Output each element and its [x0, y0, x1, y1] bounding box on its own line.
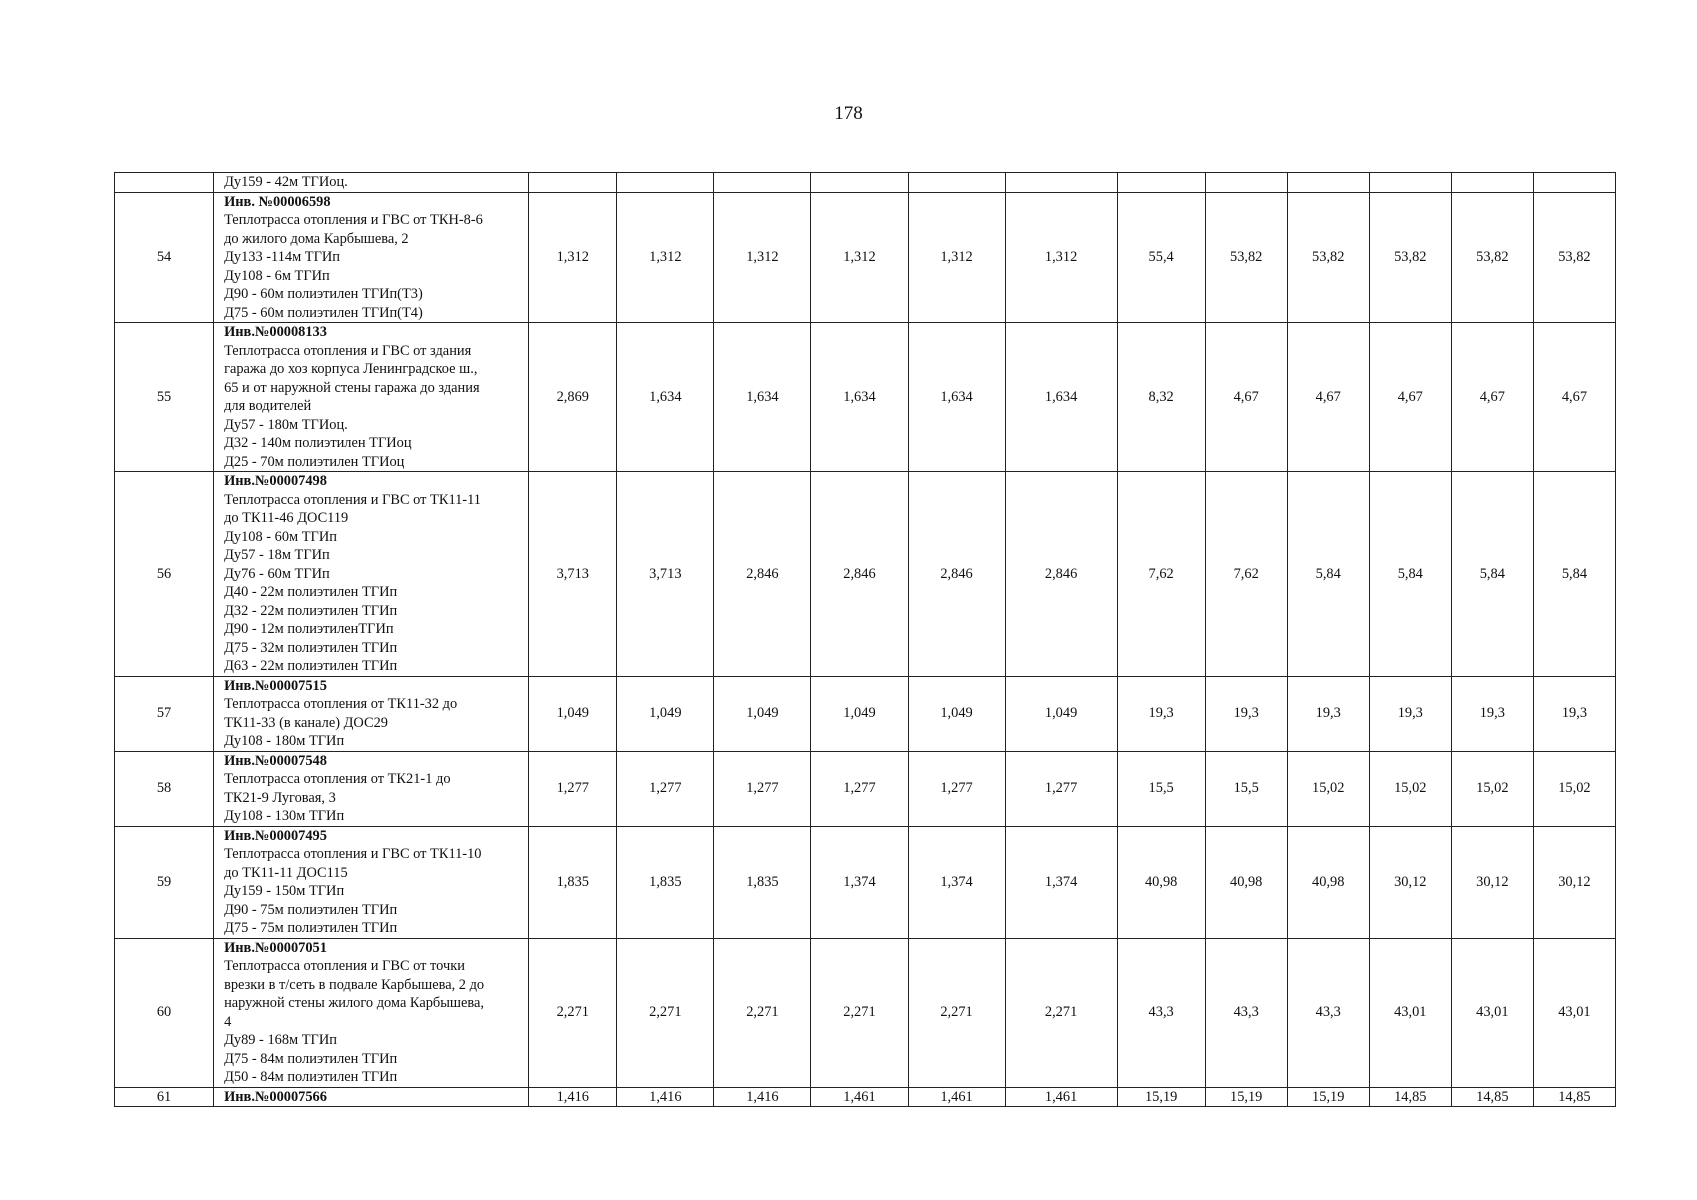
inventory-number: Инв.№00007566 — [224, 1088, 327, 1105]
description-cell — [214, 676, 529, 751]
description-cell — [214, 192, 529, 323]
value-cell: 5,84 — [1287, 472, 1369, 677]
value-cell: 1,461 — [908, 1087, 1005, 1107]
value-cell: 15,5 — [1205, 751, 1287, 826]
value-cell — [714, 173, 811, 193]
description-line: 4 — [224, 1013, 232, 1030]
value-cell — [1369, 173, 1451, 193]
value-cell: 30,12 — [1451, 826, 1533, 938]
value-cell — [908, 173, 1005, 193]
description-line: Д90 - 75м полиэтилен ТГИп — [224, 901, 398, 918]
value-cell: 1,049 — [617, 676, 714, 751]
description-line: Д90 - 12м полиэтиленТГИп — [224, 621, 394, 637]
value-cell: 43,3 — [1287, 938, 1369, 1087]
table-row — [115, 472, 1616, 677]
description-line: Д32 - 140м полиэтилен ТГИоц — [224, 435, 412, 451]
value-cell: 53,82 — [1205, 192, 1287, 323]
description-line: Теплотрасса отопления и ГВС от ТКН-8-6 — [224, 212, 483, 228]
value-cell: 15,02 — [1533, 751, 1615, 826]
row-number-cell: 60 — [115, 938, 214, 1087]
value-cell: 43,01 — [1451, 938, 1533, 1087]
value-cell: 15,02 — [1369, 751, 1451, 826]
row-number-cell: 54 — [115, 192, 214, 323]
value-cell: 1,461 — [811, 1087, 908, 1107]
value-cell: 3,713 — [617, 472, 714, 677]
value-cell: 2,846 — [908, 472, 1005, 677]
row-number-cell: 59 — [115, 826, 214, 938]
value-cell: 1,312 — [529, 192, 617, 323]
value-cell: 40,98 — [1287, 826, 1369, 938]
description-line: ТК21-9 Луговая, 3 — [224, 789, 336, 806]
value-cell: 4,67 — [1287, 323, 1369, 472]
description-line: Ду133 -114м ТГИп — [224, 249, 341, 265]
value-cell: 2,846 — [811, 472, 908, 677]
description-line: Теплотрасса отопления и ГВС от точки — [224, 958, 465, 974]
value-cell: 14,85 — [1451, 1087, 1533, 1107]
value-cell: 2,869 — [529, 323, 617, 472]
value-cell: 1,277 — [714, 751, 811, 826]
description-cell — [214, 472, 529, 677]
description-line: до жилого дома Карбышева, 2 — [224, 230, 409, 247]
table-row — [115, 751, 1616, 826]
value-cell: 19,3 — [1287, 676, 1369, 751]
row-number-cell: 61 — [115, 1087, 214, 1107]
value-cell: 1,277 — [529, 751, 617, 826]
value-cell: 1,416 — [529, 1087, 617, 1107]
description-cell — [214, 173, 529, 193]
value-cell: 43,3 — [1117, 938, 1205, 1087]
value-cell: 1,312 — [811, 192, 908, 323]
value-cell: 1,277 — [811, 751, 908, 826]
inventory-number: Инв. №00006598 — [224, 193, 331, 210]
description-line: Д63 - 22м полиэтилен ТГИп — [224, 658, 398, 674]
row-number-cell: 57 — [115, 676, 214, 751]
value-cell: 30,12 — [1369, 826, 1451, 938]
inventory-number: Инв.№00007548 — [224, 752, 327, 769]
description-line: Теплотрасса отопления и ГВС от здания — [224, 342, 472, 359]
description-line: для водителей — [224, 398, 312, 414]
value-cell: 15,19 — [1287, 1087, 1369, 1107]
value-cell: 5,84 — [1451, 472, 1533, 677]
value-cell: 53,82 — [1451, 192, 1533, 323]
value-cell: 2,846 — [1005, 472, 1117, 677]
value-cell: 2,271 — [617, 938, 714, 1087]
value-cell: 40,98 — [1205, 826, 1287, 938]
value-cell — [617, 173, 714, 193]
value-cell: 1,049 — [908, 676, 1005, 751]
value-cell: 1,461 — [1005, 1087, 1117, 1107]
value-cell: 19,3 — [1369, 676, 1451, 751]
value-cell: 1,374 — [811, 826, 908, 938]
row-number-cell — [115, 173, 214, 193]
description-cell — [214, 751, 529, 826]
value-cell: 1,049 — [811, 676, 908, 751]
value-cell: 1,277 — [617, 751, 714, 826]
table-row — [115, 173, 1616, 193]
value-cell: 43,3 — [1205, 938, 1287, 1087]
value-cell: 2,846 — [714, 472, 811, 677]
value-cell: 43,01 — [1369, 938, 1451, 1087]
value-cell: 1,049 — [1005, 676, 1117, 751]
value-cell: 1,835 — [617, 826, 714, 938]
value-cell: 1,049 — [714, 676, 811, 751]
description-line: Д50 - 84м полиэтилен ТГИп — [224, 1069, 398, 1085]
description-line: Д25 - 70м полиэтилен ТГИоц — [224, 453, 405, 470]
value-cell: 1,634 — [811, 323, 908, 472]
description-line: Теплотрасса отопления и ГВС от ТК11-10 — [224, 846, 482, 862]
value-cell — [1533, 173, 1615, 193]
page-number-text: 178 — [834, 103, 863, 124]
page-number — [0, 103, 1697, 125]
value-cell: 1,312 — [908, 192, 1005, 323]
value-cell: 1,835 — [529, 826, 617, 938]
description-line: Ду108 - 6м ТГИп — [224, 267, 330, 284]
value-cell: 7,62 — [1205, 472, 1287, 677]
table-row — [115, 676, 1616, 751]
value-cell — [1117, 173, 1205, 193]
value-cell: 4,67 — [1451, 323, 1533, 472]
inventory-number: Инв.№00007051 — [224, 939, 327, 956]
description-line: 65 и от наружной стены гаража до здания — [224, 379, 480, 396]
table-row — [115, 323, 1616, 472]
value-cell: 19,3 — [1205, 676, 1287, 751]
value-cell: 43,01 — [1533, 938, 1615, 1087]
value-cell: 14,85 — [1533, 1087, 1615, 1107]
description-line: Ду159 - 150м ТГИп — [224, 883, 345, 899]
table-row — [115, 938, 1616, 1087]
description-line: Теплотрасса отопления от ТК21-1 до — [224, 771, 451, 787]
description-line: наружной стены жилого дома Карбышева, — [224, 995, 484, 1011]
description-line: Теплотрасса отопления и ГВС от ТК11-11 — [224, 491, 481, 508]
value-cell: 7,62 — [1117, 472, 1205, 677]
value-cell: 40,98 — [1117, 826, 1205, 938]
value-cell — [1205, 173, 1287, 193]
description-cell — [214, 938, 529, 1087]
value-cell — [1005, 173, 1117, 193]
value-cell: 15,5 — [1117, 751, 1205, 826]
value-cell: 1,634 — [714, 323, 811, 472]
value-cell: 2,271 — [529, 938, 617, 1087]
heat-network-table — [114, 172, 1616, 1107]
value-cell: 1,374 — [908, 826, 1005, 938]
inventory-number: Инв.№00007515 — [224, 677, 327, 694]
value-cell: 1,374 — [1005, 826, 1117, 938]
value-cell: 1,277 — [908, 751, 1005, 826]
value-cell: 2,271 — [908, 938, 1005, 1087]
value-cell — [811, 173, 908, 193]
value-cell: 1,634 — [617, 323, 714, 472]
value-cell: 1,049 — [529, 676, 617, 751]
value-cell — [529, 173, 617, 193]
value-cell: 53,82 — [1533, 192, 1615, 323]
value-cell: 15,19 — [1205, 1087, 1287, 1107]
value-cell: 4,67 — [1205, 323, 1287, 472]
value-cell: 1,312 — [617, 192, 714, 323]
description-line: Ду76 - 60м ТГИп — [224, 565, 330, 582]
value-cell: 14,85 — [1369, 1087, 1451, 1107]
value-cell: 55,4 — [1117, 192, 1205, 323]
value-cell: 3,713 — [529, 472, 617, 677]
value-cell: 1,634 — [908, 323, 1005, 472]
value-cell: 8,32 — [1117, 323, 1205, 472]
value-cell: 1,277 — [1005, 751, 1117, 826]
value-cell — [1287, 173, 1369, 193]
table-row — [115, 1087, 1616, 1107]
description-line: Ду108 - 130м ТГИп — [224, 808, 345, 824]
value-cell: 1,634 — [1005, 323, 1117, 472]
description-line: Д75 - 60м полиэтилен ТГИп(Т4) — [224, 304, 423, 321]
row-number-cell: 58 — [115, 751, 214, 826]
description-line: ТК11-33 (в канале) ДОС29 — [224, 714, 388, 731]
value-cell: 1,312 — [714, 192, 811, 323]
row-number-cell: 55 — [115, 323, 214, 472]
value-cell: 15,19 — [1117, 1087, 1205, 1107]
row-number-cell: 56 — [115, 472, 214, 677]
description-line: Д32 - 22м полиэтилен ТГИп — [224, 602, 398, 619]
description-cell — [214, 1087, 529, 1107]
value-cell: 2,271 — [714, 938, 811, 1087]
inventory-number: Инв.№00007498 — [224, 473, 327, 489]
description-line: Ду89 - 168м ТГИп — [224, 1032, 337, 1048]
value-cell: 53,82 — [1369, 192, 1451, 323]
description-cell — [214, 826, 529, 938]
value-cell: 19,3 — [1117, 676, 1205, 751]
description-line: Д40 - 22м полиэтилен ТГИп — [224, 584, 398, 600]
description-cell — [214, 323, 529, 472]
value-cell: 5,84 — [1369, 472, 1451, 677]
value-cell: 2,271 — [1005, 938, 1117, 1087]
table-row — [115, 826, 1616, 938]
description-line: Д90 - 60м полиэтилен ТГИп(Т3) — [224, 286, 423, 302]
description-line: Д75 - 32м полиэтилен ТГИп — [224, 639, 398, 656]
value-cell — [1451, 173, 1533, 193]
value-cell: 4,67 — [1533, 323, 1615, 472]
description-line: Д75 - 75м полиэтилен ТГИп — [224, 920, 398, 936]
value-cell: 4,67 — [1369, 323, 1451, 472]
description-line: Ду57 - 180м ТГИоц. — [224, 416, 348, 433]
description-line: до ТК11-11 ДОС115 — [224, 864, 348, 881]
inventory-number: Инв.№00007495 — [224, 827, 327, 844]
table-body — [115, 173, 1616, 1107]
value-cell: 5,84 — [1533, 472, 1615, 677]
value-cell: 1,416 — [617, 1087, 714, 1107]
value-cell: 2,271 — [811, 938, 908, 1087]
value-cell: 15,02 — [1287, 751, 1369, 826]
value-cell: 15,02 — [1451, 751, 1533, 826]
table-row — [115, 192, 1616, 323]
description-line: до ТК11-46 ДОС119 — [224, 510, 349, 526]
description-line: Ду108 - 180м ТГИп — [224, 733, 345, 749]
value-cell: 53,82 — [1287, 192, 1369, 323]
description-line: гаража до хоз корпуса Ленинградское ш., — [224, 361, 478, 377]
value-cell: 30,12 — [1533, 826, 1615, 938]
value-cell: 19,3 — [1533, 676, 1615, 751]
value-cell: 19,3 — [1451, 676, 1533, 751]
value-cell: 1,416 — [714, 1087, 811, 1107]
inventory-number: Инв.№00008133 — [224, 324, 327, 340]
description-line: Ду57 - 18м ТГИп — [224, 547, 330, 563]
description-line: Теплотрасса отопления от ТК11-32 до — [224, 696, 458, 712]
description-line: врезки в т/сеть в подвале Карбышева, 2 до — [224, 976, 485, 993]
description-line: Д75 - 84м полиэтилен ТГИп — [224, 1050, 398, 1067]
value-cell: 1,312 — [1005, 192, 1117, 323]
description-line: Ду159 - 42м ТГИоц. — [224, 174, 348, 190]
description-line: Ду108 - 60м ТГИп — [224, 528, 337, 545]
value-cell: 1,835 — [714, 826, 811, 938]
